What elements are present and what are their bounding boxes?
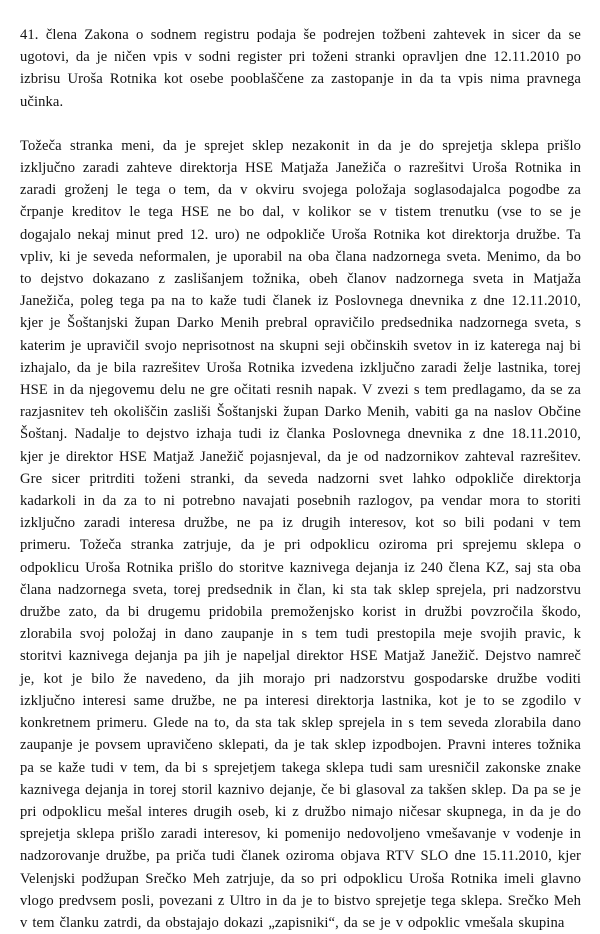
paragraph-plaintiff-argument: Tožeča stranka meni, da je sprejet sklep nezakonit in da je do sprejetja sklepa prišlo izključno zaradi zahteve direktorja HSE Matjaža Janežiča o razrešitvi Uroša Rotnika in zaradi groženj le tega o tem, da v okviru svojega položaja soglasodajalca pogodbe za črpanje kreditov le tega HSE ne bo dal, v kolikor se v tistem trenutku (vse to se je dogajalo nekaj minut pred 12. uro) ne odpokliče Uroša Rotnika kot direktorja družbe. Ta vpliv, ki je seveda neformalen, je uporabil na oba člana nadzornega sveta. Menimo, da bo to dejstvo dokazano z zaslišanjem tožnika, obeh članov nadzornega sveta in Matjaža Janežiča, poleg tega pa na to kaže tudi članek iz Poslovnega dnevnika z dne 12.11.2010, kjer je Šoštanjski župan Darko Menih prebral opravičilo predsednika nadzornega sveta, s katerim je upravičil svojo neprisotnost na skupni seji občinskih svetov in iz katerega naj bi izhajalo, da je bila razrešitev Uroša Rotnika izvedena izključno zaradi želje lastnika, torej HSE in da njegovemu delu ne gre očitati resnih napak. V zvezi s tem predlagamo, da se za razjasnitev teh okoliščin zasliši Šoštanjski župan Darko Menih, vabiti ga na naslov Občine Šoštanj. Nadalje to dejstvo izhaja tudi iz članka Poslovnega dnevnika z dne 18.11.2010, kjer je direktor HSE Matjaž Janežič pojasnjeval, da je od nadzornikov zahteval razrešitev. Gre sicer pritrditi toženi stranki, da seveda nadzorni svet lahko odpokliče direktorja kadarkoli in da za to ni potrebno navajati posebnih razlogov, pa vendar mora to storiti izključno zaradi interesa družbe, ne pa iz drugih interesov, kot so bili podani v tem primeru. Tožeča stranka zatrjuje, da je pri odpoklicu oziroma pri sprejemu sklepa o odpoklicu Uroša Rotnika prišlo do storitve kaznivega dejanja iz 240 člena KZ, saj sta oba člana nadzornega sveta, torej predsednik in član, ki sta tak sklep sprejela, pri nadzorstvu družbe zato, da bi drugemu pridobila premoženjsko korist in družbi povzročila škodo, zlorabila svoj položaj in dano zaupanje in s tem tudi prestopila meje svojih pravic, k storitvi kaznivega dejanja pa jih je napeljal direktor HSE Matjaž Janežič. Dejstvo namreč je, kot je bilo že navedeno, da jih morajo pri nadzorstvu gospodarske družbe voditi izključno interesi same družbe, ne pa interesi direktorja lastnika, kot je to se zgodilo v konkretnem primeru. Glede na to, da sta tak sklep sprejela in s tem seveda zlorabila dano zaupanje je povsem upravičeno sklepati, da je tak sklep izpodbojen. Pravni interes tožnika pa se kaže tudi v tem, da bi s sprejetjem takega sklepa tudi sam uresničil zakonske znake kaznivega dejanja in torej storil kaznivo dejanje, če bi glasoval za takšen sklep. Da pa se je pri odpoklicu mešal interes drugih oseb, ki z družbo nimajo ničesar skupnega, in da je do sprejetja sklepa prišlo zaradi interesov, ki pomenijo nedovoljeno vmešavanje v vodenje in nadzorovanje družbe, pa priča tudi članek oziroma objava RTV SLO dne 15.11.2010, kjer Velenjski podžupan Srečko Meh zatrjuje, da so pri odpoklicu Uroša Rotnika imeli glavno vlogo predvsem posli, povezani z Ultro in da je to bistvo sprejetje tega sklepa. Srečko Meh v tem članku zatrdi, da obstajajo dokazi „zapisniki“, da se je v odpoklic vmešala skupina <box>20 137 581 931</box>
paragraph-subsidiary-claim: 41. člena Zakona o sodnem registru podaja še podrejen tožbeni zahtevek in sicer da se ugotovi, da je ničen vpis v sodni register pri toženi stranki opravljen dne 12.11.2010 po izbrisu Uroša Rotnika kot osebe pooblaščene za zastopanje in da ta vpis nima pravnega učinka. <box>20 27 581 110</box>
